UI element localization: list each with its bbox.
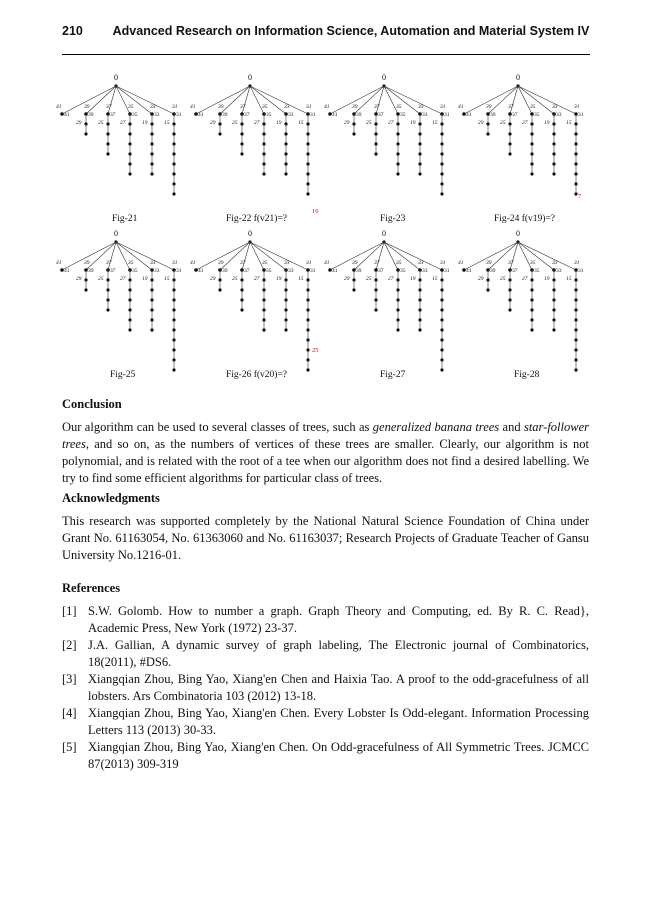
tree-edge-label: 41 (56, 104, 62, 110)
tree-edge-label: 37 (240, 104, 246, 110)
tree-edge-label: 37 (508, 104, 514, 110)
tree-edge-label: 27 (388, 276, 394, 282)
tree-vertex-label: 35 (534, 268, 540, 274)
reference-item: [3] Xiangqian Zhou, Bing Yao, Xiang'en Chen and Haixia Tao. A proof to the odd-gracefulness of all lobsters. Ars Combinatoria 103 (2012) 13-18. (62, 672, 589, 703)
tree-edge (220, 86, 250, 114)
tree-edge (384, 242, 420, 270)
caption-fig-27: Fig-27 (380, 370, 406, 380)
tree-vertex-label: 35 (266, 112, 272, 118)
tree-edge-label: 25 (500, 276, 506, 282)
tree-edge-label: 27 (522, 120, 528, 126)
tree-root-label: 0 (382, 73, 386, 82)
tree-edge-label: 31 (574, 104, 580, 110)
caption-fig-21: Fig-21 (112, 214, 138, 224)
tree-node (486, 288, 489, 291)
tree-edge-label: 39 (218, 104, 224, 110)
tree-node (574, 368, 577, 371)
tree-edge-label: 33 (150, 104, 156, 110)
highlight-label: 25 (312, 347, 319, 354)
tree-edge (250, 242, 286, 270)
tree-vertex-label: 37 (378, 268, 384, 274)
caption-fig-25: Fig-25 (110, 370, 136, 380)
tree-node (418, 172, 421, 175)
tree-node (240, 152, 243, 155)
acknowledgments-paragraph: This research was supported completely by the National Natural Science Foundation of China under Grant No. 61163054, No. 61363060 and No. 61163037; Research Projects of Graduate Teacher of Gansu University No.1216-01. (62, 514, 589, 562)
tree-edge-label: 31 (172, 260, 178, 266)
tree-node (218, 288, 221, 291)
tree-edge (488, 242, 518, 270)
tree-edge-label: 35 (530, 260, 536, 266)
tree-edge-label: 29 (478, 120, 484, 126)
tree-node (352, 288, 355, 291)
tree-edge-label: 31 (306, 260, 312, 266)
caption-fig-22: Fig-22 f(v21)=? (226, 214, 288, 224)
book-title: Advanced Research on Information Science, Automation and Material System IV (112, 24, 590, 38)
tree-vertex-label: 35 (400, 112, 406, 118)
tree-root-label: 0 (114, 229, 118, 238)
tree-root-label: 0 (114, 73, 118, 82)
tree-edge-label: 41 (190, 260, 196, 266)
caption-fig-28: Fig-28 (514, 370, 540, 380)
tree-vertex-label: 41 (198, 112, 204, 118)
tree-edge (384, 242, 442, 270)
tree-edge-label: 31 (172, 104, 178, 110)
reference-item: [2] J.A. Gallian, A dynamic survey of graph labeling, The Electronic journal of Combinatorics, 18(2011), #DS6. (62, 638, 589, 669)
tree-node (552, 328, 555, 331)
conclusion-section (62, 396, 589, 487)
tree-node (530, 328, 533, 331)
tree-node (284, 328, 287, 331)
tree-vertex-label: 37 (512, 112, 518, 118)
tree-vertex-label: 39 (490, 268, 496, 274)
highlight-label: 7 (578, 193, 582, 200)
tree-node (552, 172, 555, 175)
tree-vertex-label: 39 (356, 112, 362, 118)
tree-edge (518, 86, 554, 114)
tree-edge-label: 31 (440, 104, 446, 110)
tree-edge (518, 242, 554, 270)
tree-edge (220, 242, 250, 270)
tree-edge-label: 39 (352, 104, 358, 110)
tree-vertex-label: 33 (288, 268, 294, 274)
tree-node (396, 328, 399, 331)
tree-edge-label: 25 (98, 276, 104, 282)
tree-root-label: 0 (516, 73, 520, 82)
tree-node (306, 192, 309, 195)
tree-vertex-label: 31 (310, 112, 316, 118)
tree-vertex-label: 37 (244, 112, 250, 118)
tree-node (106, 152, 109, 155)
page-number: 210 (62, 24, 83, 38)
tree-edge-label: 25 (366, 120, 372, 126)
tree-edge-label: 19 (142, 276, 148, 282)
tree-edge-label: 39 (84, 104, 90, 110)
tree-vertex-label: 35 (132, 112, 138, 118)
acknowledgments-heading: Acknowledgments (62, 491, 160, 505)
tree-edge-label: 19 (544, 276, 550, 282)
tree-node (418, 328, 421, 331)
tree-vertex-label: 31 (444, 268, 450, 274)
tree-edge-label: 19 (142, 120, 148, 126)
tree-vertex-label: 37 (244, 268, 250, 274)
tree-edge-label: 19 (544, 120, 550, 126)
tree-edge-label: 15 (164, 276, 170, 282)
tree-edge-label: 29 (478, 276, 484, 282)
acknowledgments-section (62, 490, 589, 564)
tree-node (172, 192, 175, 195)
tree-edge (116, 242, 152, 270)
tree-edge-label: 31 (574, 260, 580, 266)
tree-edge-label: 25 (232, 120, 238, 126)
tree-vertex-label: 33 (288, 112, 294, 118)
tree-node (150, 172, 153, 175)
tree-vertex-label: 31 (176, 112, 182, 118)
tree-node (106, 308, 109, 311)
tree-vertex-label: 39 (356, 268, 362, 274)
tree-vertex-label: 39 (222, 112, 228, 118)
tree-edge-label: 37 (106, 104, 112, 110)
tree-edge-label: 37 (374, 104, 380, 110)
tree-edge-label: 35 (262, 260, 268, 266)
tree-vertex-label: 37 (110, 268, 116, 274)
tree-edge-label: 41 (324, 104, 330, 110)
tree-edge-label: 27 (522, 276, 528, 282)
tree-edge-label: 39 (84, 260, 90, 266)
tree-edge (116, 242, 174, 270)
tree-vertex-label: 33 (556, 268, 562, 274)
tree-node (284, 172, 287, 175)
tree-edge-label: 29 (210, 120, 216, 126)
tree-vertex-label: 37 (110, 112, 116, 118)
tree-vertex-label: 31 (310, 268, 316, 274)
tree-vertex-label: 41 (64, 112, 70, 118)
highlight-label: 10 (312, 208, 319, 215)
tree-edge-label: 39 (218, 260, 224, 266)
tree-edge (518, 242, 576, 270)
tree-edge-label: 15 (164, 120, 170, 126)
conclusion-paragraph: Our algorithm can be used to several classes of trees, such as generalized banana trees and star-follower trees, and so on, as the numbers of vertices of these trees are smaller. Clearly, our algorithm is not polynomial, and is related with the root of a tee when our algorithm does not find a desired labelling. We try to find some efficient algorithms for particular class of trees. (62, 420, 589, 485)
tree-edge-label: 37 (106, 260, 112, 266)
tree-node (84, 132, 87, 135)
tree-edge-label: 33 (150, 260, 156, 266)
tree-root-label: 0 (248, 73, 252, 82)
tree-vertex-label: 41 (332, 112, 338, 118)
tree-edge-label: 29 (344, 120, 350, 126)
tree-edge-label: 27 (388, 120, 394, 126)
tree-node (508, 308, 511, 311)
tree-edge (250, 242, 308, 270)
tree-vertex-label: 39 (88, 112, 94, 118)
tree-edge-label: 35 (530, 104, 536, 110)
tree-edge-label: 19 (276, 120, 282, 126)
tree-vertex-label: 35 (132, 268, 138, 274)
tree-edge-label: 15 (298, 276, 304, 282)
tree-node (240, 308, 243, 311)
tree-edge-label: 33 (418, 104, 424, 110)
tree-edge-label: 33 (284, 104, 290, 110)
tree-node (150, 328, 153, 331)
tree-vertex-label: 39 (88, 268, 94, 274)
tree-edge (86, 86, 116, 114)
tree-edge (250, 86, 286, 114)
tree-edge-label: 31 (440, 260, 446, 266)
tree-node (396, 172, 399, 175)
tree-node (530, 172, 533, 175)
tree-vertex-label: 41 (198, 268, 204, 274)
tree-edge-label: 33 (418, 260, 424, 266)
references-list (62, 603, 589, 773)
tree-edge-label: 35 (262, 104, 268, 110)
tree-edge-label: 41 (324, 260, 330, 266)
tree-vertex-label: 31 (578, 268, 584, 274)
tree-edge-label: 35 (128, 104, 134, 110)
tree-edge-label: 25 (366, 276, 372, 282)
tree-node (440, 368, 443, 371)
tree-node (306, 368, 309, 371)
tree-edge (354, 242, 384, 270)
tree-edge-label: 29 (76, 276, 82, 282)
tree-edge (116, 86, 174, 114)
tree-vertex-label: 33 (556, 112, 562, 118)
tree-node (128, 328, 131, 331)
tree-edge (86, 242, 116, 270)
tree-edge-label: 41 (458, 104, 464, 110)
tree-vertex-label: 31 (176, 268, 182, 274)
tree-edge-label: 15 (566, 276, 572, 282)
tree-edge-label: 41 (56, 260, 62, 266)
tree-edge-label: 19 (410, 276, 416, 282)
tree-edge-label: 37 (240, 260, 246, 266)
tree-edge-label: 39 (352, 260, 358, 266)
reference-item: [4] Xiangqian Zhou, Bing Yao, Xiang'en Chen. Every Lobster Is Odd-elegant. Information Processing Letters 113 (2013) 30-33. (62, 706, 589, 737)
tree-node (486, 132, 489, 135)
tree-root-label: 0 (248, 229, 252, 238)
tree-edge-label: 37 (374, 260, 380, 266)
tree-edge (518, 86, 576, 114)
tree-edge-label: 35 (396, 260, 402, 266)
caption-fig-23: Fig-23 (380, 214, 406, 224)
tree-edge-label: 15 (298, 120, 304, 126)
reference-item: [5] Xiangqian Zhou, Bing Yao, Xiang'en Chen. On Odd-gracefulness of All Symmetric Trees. JCMCC 87(2013) 309-319 (62, 740, 589, 771)
tree-node (440, 192, 443, 195)
tree-edge-label: 31 (306, 104, 312, 110)
tree-vertex-label: 33 (154, 112, 160, 118)
tree-edge-label: 25 (500, 120, 506, 126)
tree-edge (250, 86, 308, 114)
tree-edge-label: 29 (76, 120, 82, 126)
tree-edge-label: 37 (508, 260, 514, 266)
tree-edge-label: 33 (552, 260, 558, 266)
tree-edge-label: 25 (98, 120, 104, 126)
running-header (62, 22, 590, 55)
tree-edge-label: 19 (276, 276, 282, 282)
tree-vertex-label: 37 (378, 112, 384, 118)
tree-edge-label: 39 (486, 104, 492, 110)
caption-fig-26: Fig-26 f(v20)=? (226, 370, 288, 380)
tree-edge (354, 86, 384, 114)
tree-root-label: 0 (382, 229, 386, 238)
tree-vertex-label: 33 (154, 268, 160, 274)
tree-edge-label: 39 (486, 260, 492, 266)
tree-vertex-label: 39 (222, 268, 228, 274)
tree-vertex-label: 35 (400, 268, 406, 274)
tree-edge (116, 86, 152, 114)
tree-edge-label: 41 (458, 260, 464, 266)
tree-node (374, 152, 377, 155)
tree-edge (384, 86, 420, 114)
tree-edge-label: 15 (432, 276, 438, 282)
tree-root-label: 0 (516, 229, 520, 238)
tree-edge-label: 33 (284, 260, 290, 266)
tree-edge-label: 41 (190, 104, 196, 110)
tree-edge-label: 27 (254, 276, 260, 282)
tree-node (262, 328, 265, 331)
tree-node (262, 172, 265, 175)
conclusion-heading: Conclusion (62, 397, 122, 411)
tree-node (128, 172, 131, 175)
tree-figures (56, 72, 592, 387)
reference-item: [1] S.W. Golomb. How to number a graph. Graph Theory and Computing, ed. By R. C. Read}, Academic Press, New York (1972) 23-37. (62, 604, 589, 635)
tree-edge-label: 19 (410, 120, 416, 126)
tree-vertex-label: 39 (490, 112, 496, 118)
tree-edge-label: 33 (552, 104, 558, 110)
tree-edge-label: 35 (396, 104, 402, 110)
references-section (62, 580, 589, 773)
tree-vertex-label: 35 (534, 112, 540, 118)
tree-edge-label: 25 (232, 276, 238, 282)
tree-node (84, 288, 87, 291)
tree-node (374, 308, 377, 311)
tree-vertex-label: 37 (512, 268, 518, 274)
tree-edge (488, 86, 518, 114)
tree-node (172, 368, 175, 371)
tree-vertex-label: 41 (332, 268, 338, 274)
tree-edge-label: 27 (120, 120, 126, 126)
tree-vertex-label: 41 (64, 268, 70, 274)
tree-edge-label: 29 (210, 276, 216, 282)
tree-vertex-label: 35 (266, 268, 272, 274)
caption-fig-24: Fig-24 f(v19)=? (494, 214, 556, 224)
tree-vertex-label: 33 (422, 268, 428, 274)
tree-edge-label: 35 (128, 260, 134, 266)
tree-edge-label: 27 (254, 120, 260, 126)
tree-edge-label: 29 (344, 276, 350, 282)
references-heading: References (62, 581, 121, 595)
tree-node (218, 132, 221, 135)
tree-edge-label: 15 (432, 120, 438, 126)
tree-vertex-label: 41 (466, 112, 472, 118)
tree-vertex-label: 33 (422, 112, 428, 118)
tree-node (352, 132, 355, 135)
tree-edge-label: 15 (566, 120, 572, 126)
tree-vertex-label: 31 (578, 112, 584, 118)
tree-vertex-label: 41 (466, 268, 472, 274)
tree-vertex-label: 31 (444, 112, 450, 118)
tree-edge (384, 86, 442, 114)
tree-node (508, 152, 511, 155)
tree-edge-label: 27 (120, 276, 126, 282)
